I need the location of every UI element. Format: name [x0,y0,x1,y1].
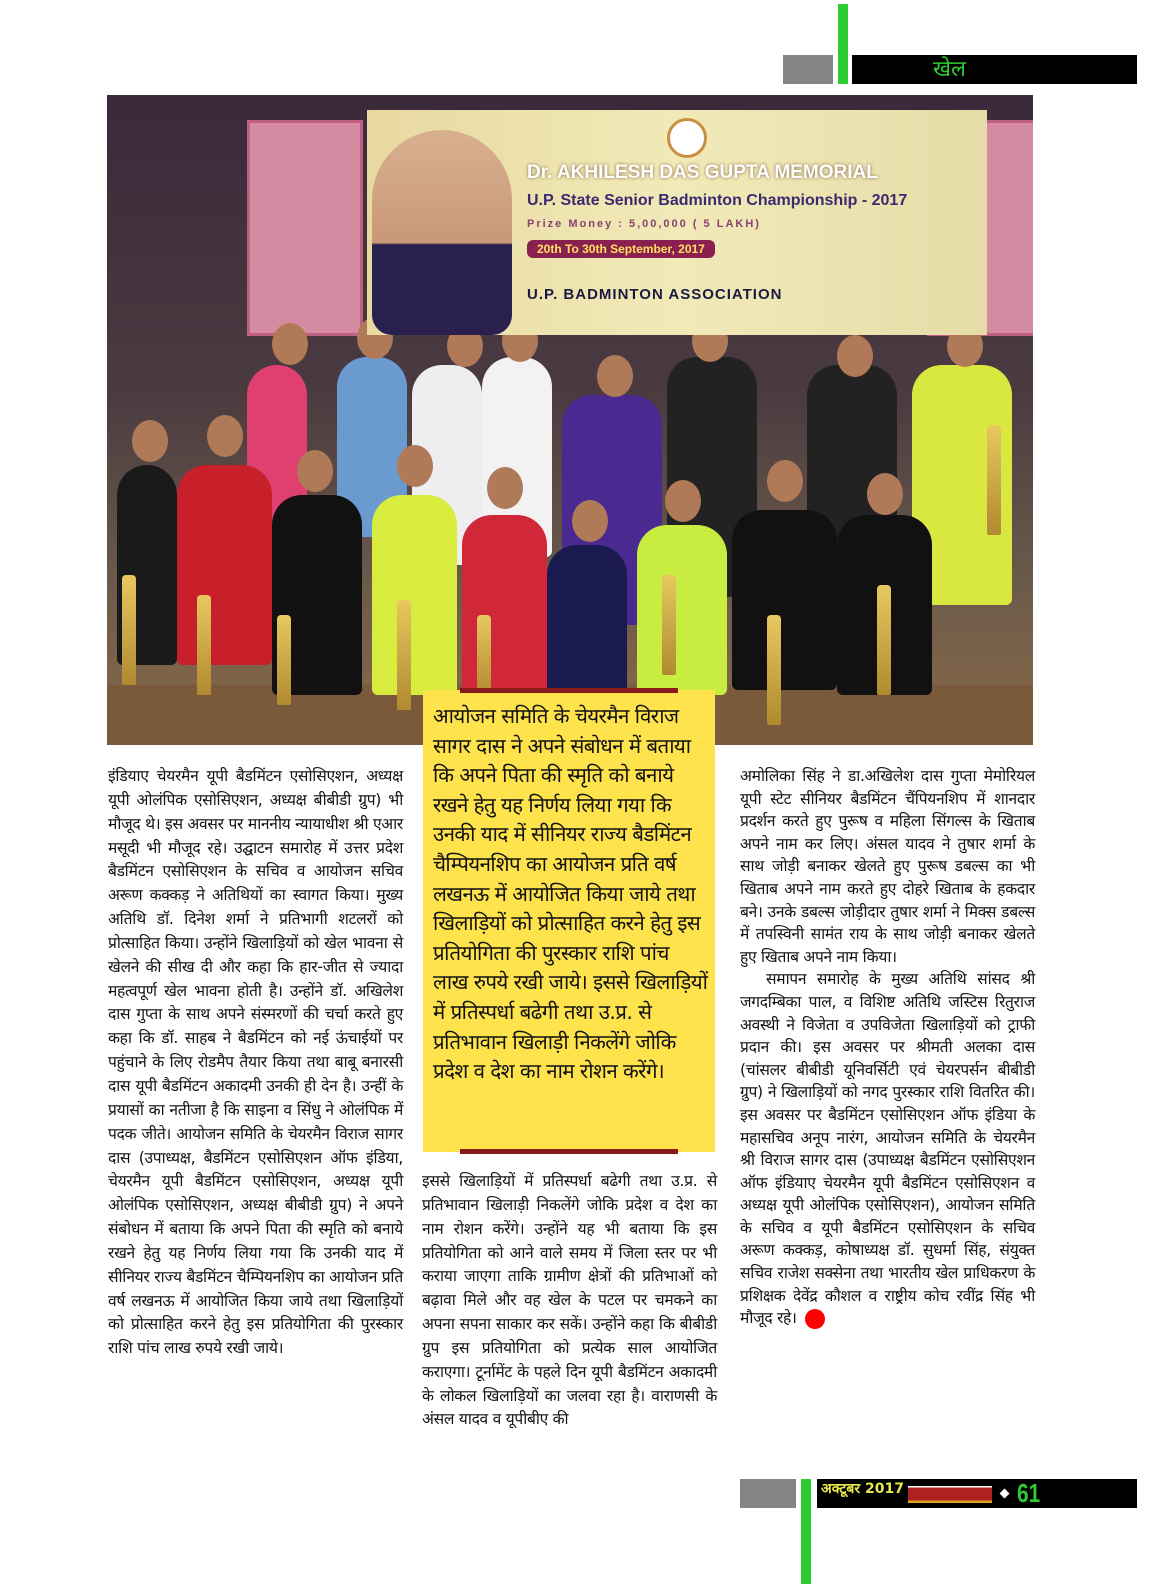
banner-subtitle: U.P. State Senior Badminton Championship - 2017 [527,192,908,209]
magazine-logo [908,1486,992,1503]
trophy-icon [197,595,211,695]
article-paragraph-last [740,968,1035,1330]
trophy-icon [987,425,1001,535]
quote-bottom-rule [460,1149,678,1154]
pull-quote-text: आयोजन समिति के चेयरमैन विराज सागर दास ने अपने संबोधन में बताया कि अपने पिता की स्मृति को बनाये रखने हेतु यह निर्णय लिया गया कि उनकी याद में सीनियर राज्य बैडमिंटन चैम्पियनशिप का आयोजन प्रति वर्ष लखनऊ में आयोजित किया जाये तथा खिलाड़ियों को प्रोत्साहित करने हेतु इस प्रतियोगिता की पुरस्कार राशि पांच लाख रुपये रखी जाये। इससे खिलाड़ियों में प्रतिस्पर्धा बढेगी तथा उ.प्र. से प्रतिभावान खिलाड़ी निकलेंगे जोकि प्रदेश व देश का नाम रोशन करेंगे। [433,704,708,1084]
head [665,480,701,522]
head [867,473,903,515]
banner-logo-icon [667,118,707,158]
person [372,495,457,695]
head [297,450,333,492]
page-number: 61 [1017,1478,1041,1508]
event-photo [107,95,1033,745]
article-paragraph: इंडियाए चेयरमैन यूपी बैडमिंटन एसोसिएशन, अध्यक्ष यूपी ओलंपिक एसोसिएशन, अध्यक्ष बीबीडी ग्रुप) भी मौजूद थे। इस अवसर पर माननीय न्यायाधीश श्री एआर मसूदी भी मौजूद रहे। उद्घाटन समारोह में उत्तर प्रदेश बैडमिंटन एसोसिएशन के सचिव व आयोजन सचिव अरूण कक्कड़ ने अतिथियों का स्वागत किया। मुख्य अतिथि डॉ. दिनेश शर्मा ने प्रतिभागी शटलरों को प्रोत्साहित किया। उन्होंने खिलाड़ियों को खेल भावना से खेलने की सीख दी और कहा कि हार-जीत से ज्यादा महत्वपूर्ण खेल भावना होती है। उन्होंने डॉ. अखिलेश दास गुप्ता के साथ अपने संस्मरणों की चर्चा करते हुए कहा कि डॉ. साहब ने बैडमिंटन को नई ऊंचाईयों पर पहुंचाने के लिए रोडमैप तैयार किया तथा बाबू बनारसी दास यूपी बैडमिंटन अकादमी उनकी ही देन है। उन्हीं के प्रयासों का नतीजा है कि साइना व सिंधु ने ओलंपिक में पदक जीते। आयोजन समिति के चेयरमैन विराज सागर दास (उपाध्यक्ष, बैडमिंटन एसोसिएशन ऑफ इंडिया, चेयरमैन यूपी बैडमिंटन एसोसिएशन, अध्यक्ष यूपी ओलंपिक एसोसिएशन, अध्यक्ष बीबीडी ग्रुप) ने अपने संबोधन में बताया कि अपने पिता की स्मृति को बनाये रखने हेतु यह निर्णय लिया गया कि उनकी याद में सीनियर राज्य बैडमिंटन चैम्पियनशिप का आयोजन प्रति वर्ष लखनऊ में आयोजित किया जाये तथा खिलाड़ियों को प्रोत्साहित करने हेतु इस प्रतियोगिता की पुरस्कार राशि पांच लाख रुपये रखी जाये। [108,767,403,1358]
header-green-bar [838,4,848,84]
portrait-on-banner [372,130,512,335]
end-mark-icon [805,1309,825,1329]
person [732,510,837,690]
article-column-3 [740,765,1035,1330]
head [767,460,803,502]
trophy-icon [122,575,136,685]
head [132,420,168,462]
footer-green-bar [801,1479,811,1584]
person [637,525,727,695]
head [597,355,633,397]
article-column-1 [108,765,403,1361]
head [397,445,433,487]
article-paragraph-text: समापन समारोह के मुख्य अतिथि सांसद श्री जगदम्बिका पाल, व विशिष्ट अतिथि जस्टिस रितुराज अवस्थी ने विजेता व उपविजेता खिलाड़ियों को ट्राफी प्रदान की। इस अवसर पर श्रीमती अलका दास (चांसलर बीबीडी यूनिवर्सिटी एवं चेयरपर्सन बीबीडी ग्रुप) ने खिलाड़ियों को नगद पुरस्कार राशि वितरित की। इस अवसर पर बैडमिंटन एसोसिएशन ऑफ इंडिया के महासचिव अनूप नारंग, आयोजन समिति के चेयरमैन श्री विराज सागर दास (उपाध्यक्ष बैडमिंटन एसोसिएशन ऑफ इंडियाए चेयरमैन यूपी बैडमिंटन एसोसिएशन व अध्यक्ष यूपी ओलंपिक एसोसिएशन), आयोजन समिति के सचिव व यूपी बैडमिंटन एसोसिएशन के सचिव अरूण कक्कड़, कोषाध्यक्ष डॉ. सुधर्मा सिंह, संयुक्त सचिव राजेश सक्सेना तथा भारतीय खेल प्राधिकरण के प्रशिक्षक देवेंद्र कौशल व राष्ट्रीय कोच रवींद्र सिंह भी मौजूद रहे। [740,970,1035,1328]
head [837,335,873,377]
trophy-icon [477,615,491,695]
banner-dates: 20th To 30th September, 2017 [527,240,715,258]
pull-quote-box [423,690,715,1152]
trophy-icon [277,615,291,705]
banner-prize: Prize Money : 5,00,000 ( 5 LAKH) [527,218,761,230]
header-gray-block [783,55,833,84]
trophy-icon [662,575,676,675]
side-banner-left [247,120,363,336]
article-paragraph: इससे खिलाड़ियों में प्रतिस्पर्धा बढेगी तथा उ.प्र. से प्रतिभावान खिलाड़ी निकलेंगे जोकि प्रदेश व देश का नाम रोशन करेंगे। उन्होंने यह भी बताया कि इस प्रतियोगिता को आने वाले समय में जिला स्तर पर भी कराया जाएगा ताकि ग्रामीण क्षेत्रों की प्रतिभाओं को बढ़ावा मिले और वह खेल के पटल पर चमकने का अपना सपना साकार कर सकें। उन्होंने कहा कि बीबीडी ग्रुप इस प्रतियोगिता को प्रत्येक साल आयोजित कराएगा। टूर्नामेंट के पहले दिन यूपी बैडमिंटन अकादमी के लोकल खिलाड़ियों का जलवा रहा है। वाराणसी के अंसल यादव व यूपीबीए की [422,1172,717,1429]
banner-organizer: U.P. BADMINTON ASSOCIATION [527,286,783,303]
article-paragraph: अमोलिका सिंह ने डा.अखिलेश दास गुप्ता मेमोरियल यूपी स्टेट सीनियर बैडमिंटन चैंपियनशिप में शानदार प्रदर्शन करते हुए पुरूष व महिला सिंगल्स के खिताब अपने नाम कर लिए। अंसल यादव ने तुषार शर्मा के साथ जोड़ी बनाकर खेलते हुए पुरूष डबल्स का भी खिताब अपने नाम करते हुए दोहरे खिताब के हकदार बने। उनके डबल्स जोड़ीदार तुषार शर्मा ने मिक्स डबल्स में तपस्विनी सामंत राय के साथ जोड़ी बनाकर खेलते हुए खिताब अपने नाम किया। [740,767,1035,966]
head [207,415,243,457]
middle-column [422,690,717,1432]
trophy-icon [767,615,781,725]
quote-top-rule [460,688,678,693]
article-column-2 [422,1170,717,1432]
section-header [852,55,1137,84]
banner-title: Dr. AKHILESH DAS GUPTA MEMORIAL [527,162,878,183]
trophy-icon [397,600,411,710]
person [177,465,272,665]
trophy-icon [877,585,891,695]
section-title: खेल [933,57,966,82]
diamond-separator-icon [1000,1489,1010,1499]
head [572,500,608,542]
footer-bar [817,1479,1137,1508]
person [462,515,547,695]
footer-gray-block [740,1479,796,1508]
head [272,323,308,365]
head [487,467,523,509]
issue-date: अक्टूबर 2017 [821,1481,904,1497]
